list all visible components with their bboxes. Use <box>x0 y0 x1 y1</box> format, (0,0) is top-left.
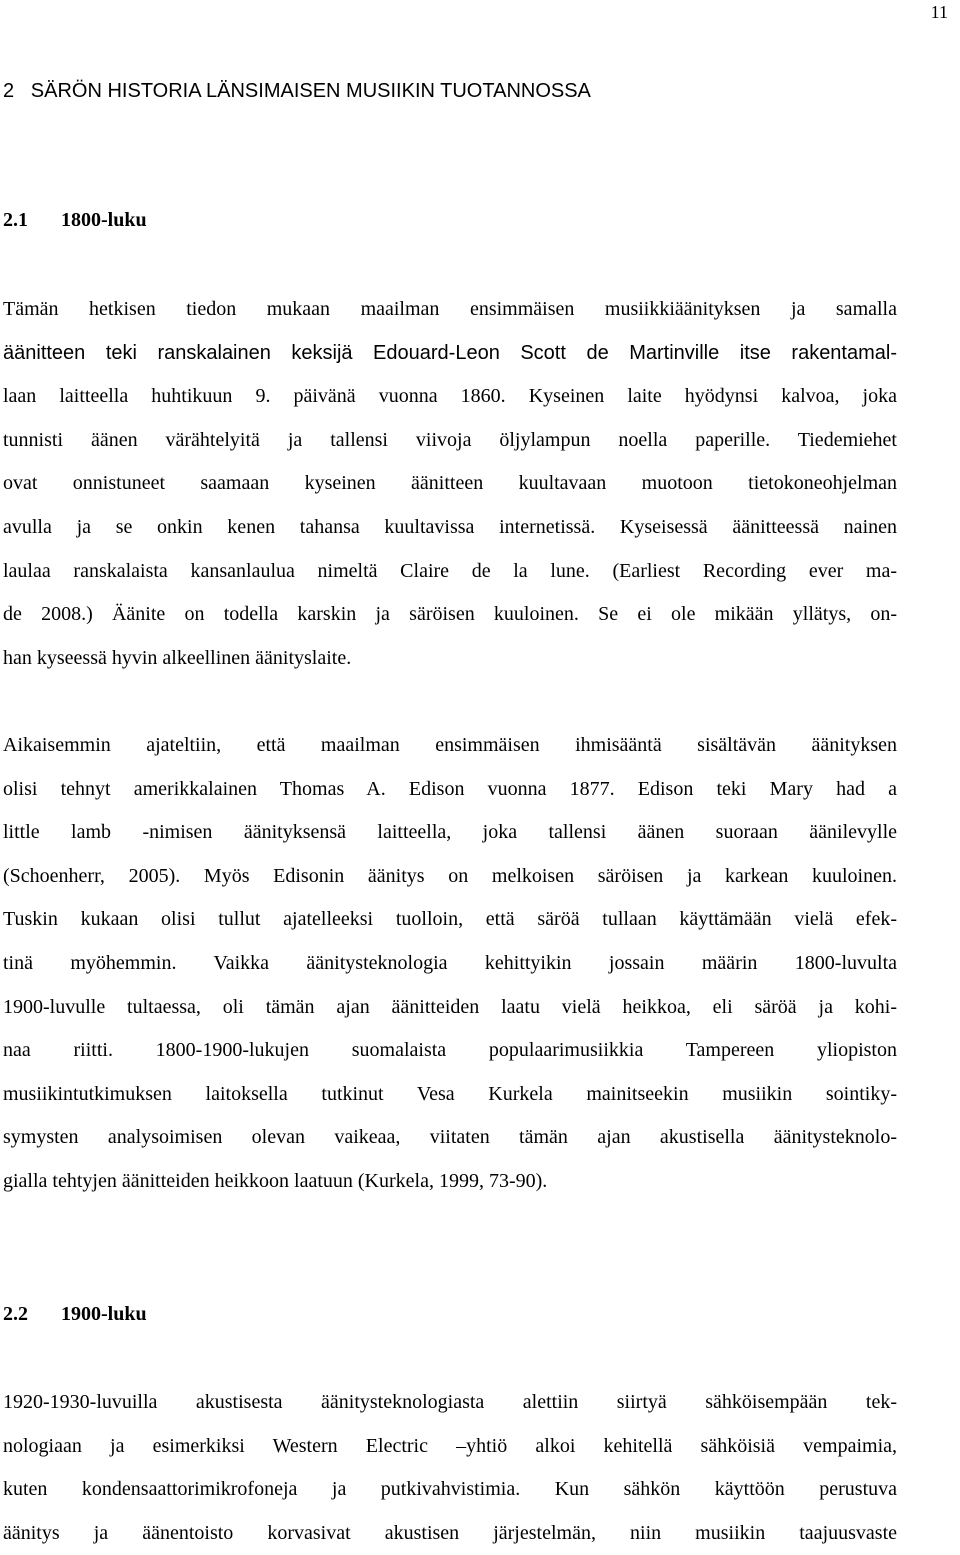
paragraph-3 <box>3 1381 897 1555</box>
section-heading-2-2 <box>3 1303 147 1326</box>
paragraph-line: olisi tehnyt amerikkalainen Thomas A. Edison vuonna 1877. Edison teki Mary had a <box>3 777 897 800</box>
page-number: 11 <box>930 2 948 22</box>
paragraph-line: (Schoenherr, 2005). Myös Edisonin äänitys on melkoisen säröisen ja karkean kuuloinen. <box>3 864 897 887</box>
paragraph-line: nologiaan ja esimerkiksi Western Electric –yhtiö alkoi kehitellä sähköisiä vempaimia, <box>3 1434 897 1457</box>
paragraph-line: laan laitteella huhtikuun 9. päivänä vuonna 1860. Kyseinen laite hyödynsi kalvoa, joka <box>3 385 897 408</box>
paragraph-line: naa riitti. 1800-1900-lukujen suomalaista populaarimusiikkia Tampereen yliopiston <box>3 1039 897 1062</box>
paragraph-line: äänitys ja äänentoisto korvasivat akustisen järjestelmän, niin musiikin taajuusvaste <box>3 1521 897 1544</box>
paragraph-1 <box>3 288 897 680</box>
section-number: 2.1 <box>3 209 28 231</box>
paragraph-line: symysten analysoimisen olevan vaikeaa, viitaten tämän ajan akustisella äänitysteknolo- <box>3 1126 897 1149</box>
chapter-heading: 2 SÄRÖN HISTORIA LÄNSIMAISEN MUSIIKIN TUOTANNOSSA <box>3 80 591 102</box>
paragraph-line: tunnisti äänen värähtelyitä ja tallensi viivoja öljylampun noella paperille. Tiedemiehet <box>3 428 897 451</box>
paragraph-line: gialla tehtyjen äänitteiden heikkoon laatuun (Kurkela, 1999, 73-90). <box>3 1169 548 1192</box>
paragraph-line: tinä myöhemmin. Vaikka äänitysteknologia kehittyikin jossain määrin 1800-luvulta <box>3 951 897 974</box>
paragraph-line: äänitteen teki ranskalainen keksijä Edouard-Leon Scott de Martinville itse rakentamal- <box>3 341 897 364</box>
paragraph-line: Tämän hetkisen tiedon mukaan maailman ensimmäisen musiikkiäänityksen ja samalla <box>3 298 897 320</box>
paragraph-line: laulaa ranskalaista kansanlaulua nimeltä Claire de la lune. (Earliest Recording ever ma- <box>3 559 897 582</box>
section-title: 1900-luku <box>61 1303 147 1325</box>
section-title: 1800-luku <box>61 209 147 231</box>
paragraph-line: de 2008.) Äänite on todella karskin ja säröisen kuuloinen. Se ei ole mikään yllätys, on- <box>3 603 897 626</box>
paragraph-line: kuten kondensaattorimikrofoneja ja putkivahvistimia. Kun sähkön käyttöön perustuva <box>3 1478 897 1501</box>
paragraph-line: musiikintutkimuksen laitoksella tutkinut Vesa Kurkela mainitseekin musiikin sointiky- <box>3 1082 897 1105</box>
section-heading-2-1 <box>3 209 147 232</box>
paragraph-2 <box>3 724 897 1204</box>
paragraph-line: 1900-luvulle tultaessa, oli tämän ajan äänitteiden laatu vielä heikkoa, eli säröä ja kohi- <box>3 995 897 1018</box>
paragraph-line: little lamb -nimisen äänityksensä laitteella, joka tallensi äänen suoraan äänilevylle <box>3 821 897 844</box>
paragraph-line: han kyseessä hyvin alkeellinen äänityslaite. <box>3 646 352 669</box>
paragraph-line: Tuskin kukaan olisi tullut ajatelleeksi tuolloin, että säröä tullaan käyttämään vielä efek- <box>3 908 897 931</box>
paragraph-line: 1920-1930-luvuilla akustisesta äänitysteknologiasta alettiin siirtyä sähköisempään tek- <box>3 1391 897 1413</box>
section-number: 2.2 <box>3 1303 28 1325</box>
paragraph-line: ovat onnistuneet saamaan kyseinen äänitteen kuultavaan muotoon tietokoneohjelman <box>3 472 897 495</box>
paragraph-line: avulla ja se onkin kenen tahansa kuultavissa internetissä. Kyseisessä äänitteessä nainen <box>3 515 897 538</box>
paragraph-line: Aikaisemmin ajateltiin, että maailman ensimmäisen ihmisääntä sisältävän äänityksen <box>3 734 897 756</box>
